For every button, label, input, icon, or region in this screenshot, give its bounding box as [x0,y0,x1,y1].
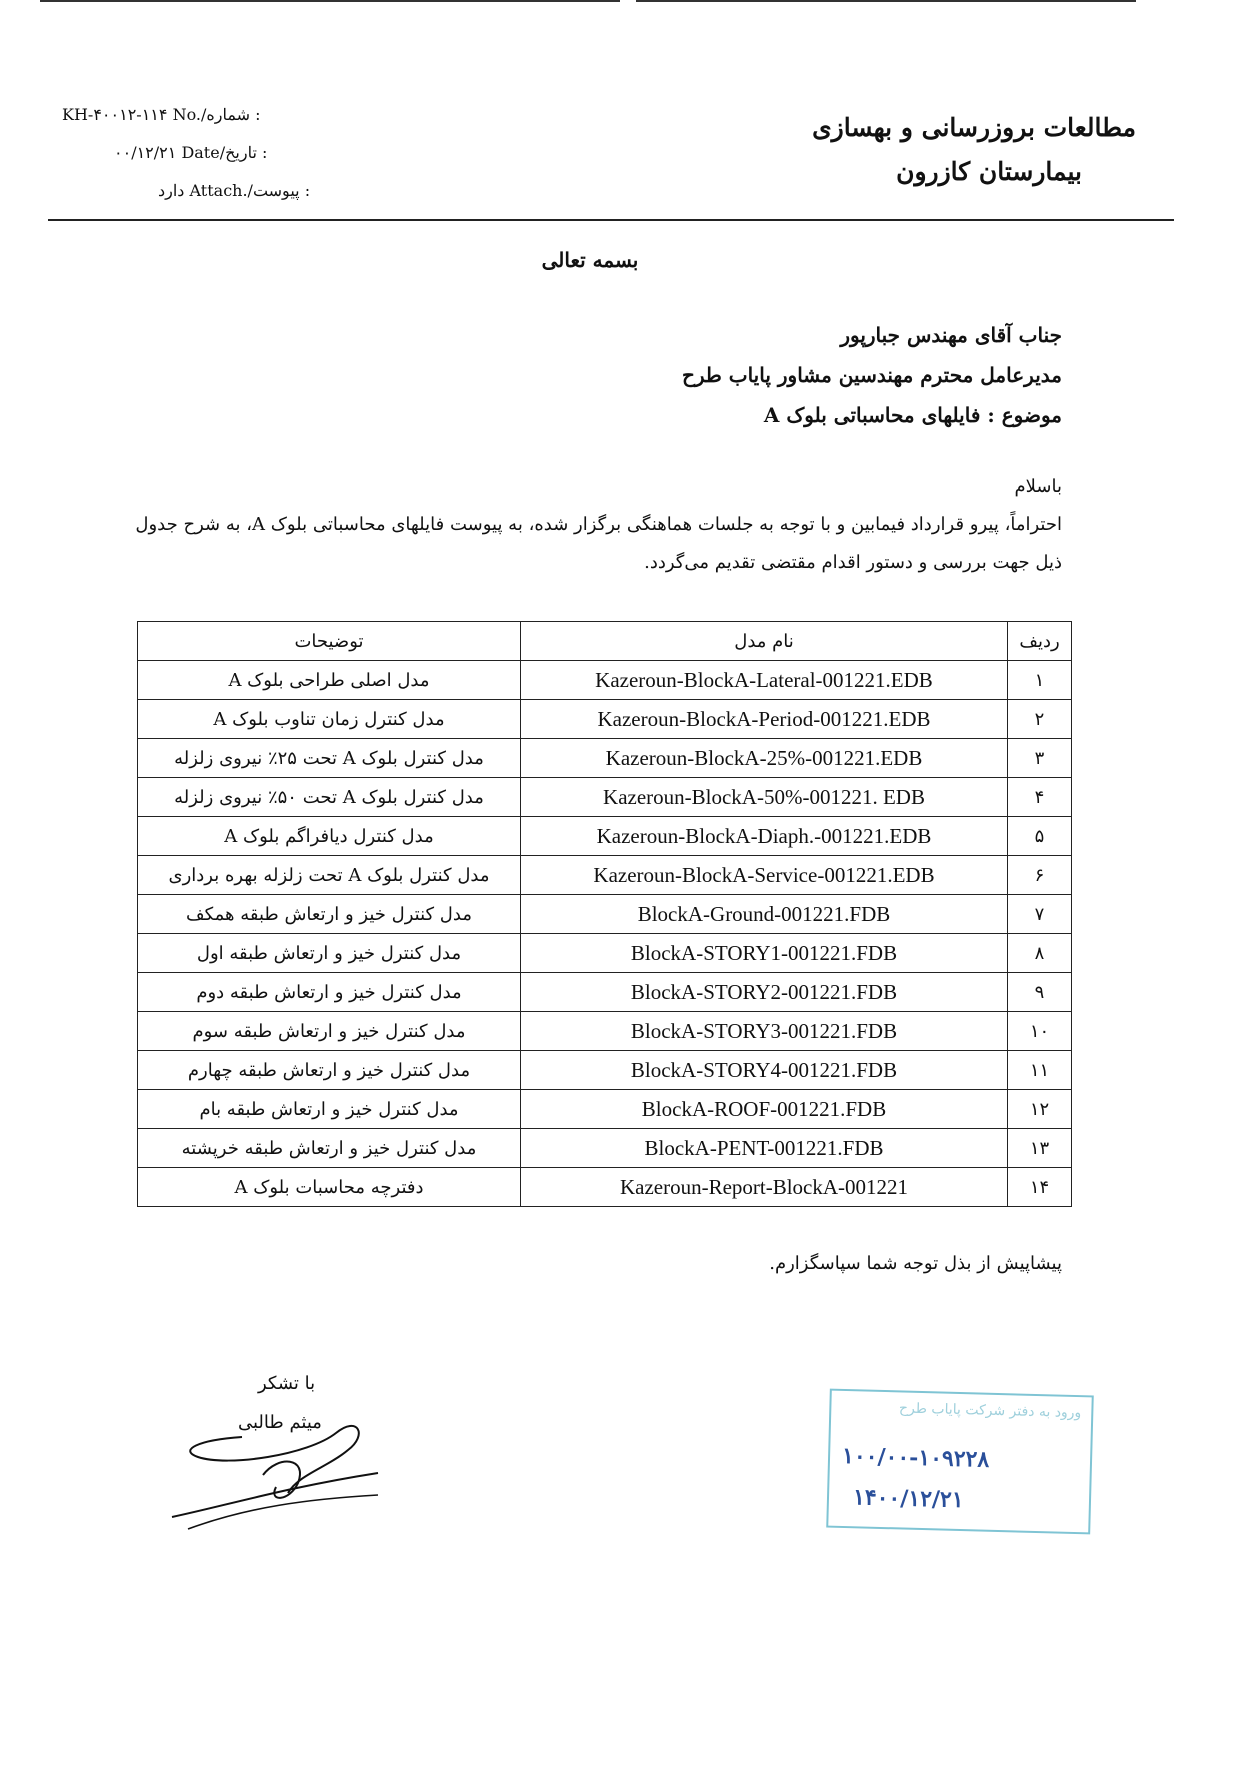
row-index: ۱۳ [1008,1129,1072,1168]
row-description: مدل کنترل خیز و ارتعاش طبقه چهارم [138,1051,521,1090]
row-description: مدل کنترل خیز و ارتعاش طبقه اول [138,934,521,973]
table-row [138,895,1072,934]
table-row [138,973,1072,1012]
org-line-1: مطالعات بروزرسانی و بهسازی [812,113,1136,142]
row-description: مدل کنترل زمان تناوب بلوک A [138,700,521,739]
row-model-name: BlockA-STORY3-001221.FDB [521,1012,1008,1051]
letter-subject: موضوع : فایلهای محاسباتی بلوک A [763,403,1062,427]
letter-number-label: No./شماره : [172,105,261,124]
top-scan-edge-left [40,0,620,2]
received-stamp [826,1389,1094,1535]
recipient-name: جناب آقای مهندس جبارپور [840,323,1062,347]
table-header-row [138,622,1072,661]
row-index: ۸ [1008,934,1072,973]
row-index: ۵ [1008,817,1072,856]
row-model-name: Kazeroun-BlockA-25%-001221.EDB [521,739,1008,778]
letter-attachment [62,172,322,210]
row-index: ۱۴ [1008,1168,1072,1207]
row-model-name: Kazeroun-BlockA-50%-001221. EDB [521,778,1008,817]
table-row [138,1051,1072,1090]
letter-number [62,96,322,134]
table-row [138,739,1072,778]
row-model-name: Kazeroun-Report-BlockA-001221 [521,1168,1008,1207]
row-index: ۶ [1008,856,1072,895]
row-description: مدل کنترل بلوک A تحت زلزله بهره برداری [138,856,521,895]
letter-date-value: ۰۰/۱۲/۲۱ [114,143,177,162]
greeting: باسلام [1014,476,1062,497]
table-row [138,1168,1072,1207]
table-row [138,661,1072,700]
table-row [138,700,1072,739]
row-index: ۹ [1008,973,1072,1012]
row-index: ۲ [1008,700,1072,739]
table-row [138,856,1072,895]
top-scan-edge-right [636,0,1136,2]
row-model-name: Kazeroun-BlockA-Service-001221.EDB [521,856,1008,895]
files-table [137,621,1072,1207]
stamp-header: ورود به دفتر شرکت پایاب طرح [898,1400,1082,1422]
row-model-name: Kazeroun-BlockA-Period-001221.EDB [521,700,1008,739]
row-description: مدل کنترل بلوک A تحت ۲۵٪ نیروی زلزله [138,739,521,778]
row-model-name: BlockA-Ground-001221.FDB [521,895,1008,934]
row-description: مدل کنترل خیز و ارتعاش طبقه بام [138,1090,521,1129]
body-paragraph: احتراماً، پیرو قرارداد فیمابین و با توجه به جلسات هماهنگی برگزار شده، به پیوست فایلهای محاسباتی بلوک A، به شرح جدول ذیل جهت بررسی و دستور اقدام مقتضی تقدیم می‌گردد. [135,514,1062,573]
letter-attachment-label: Attach./پیوست : [189,181,311,200]
closing-line: پیشاپیش از بذل توجه شما سپاسگزارم. [769,1253,1062,1274]
organization-header [812,106,1136,194]
letter-body [122,468,1062,582]
recipient-title: مدیرعامل محترم مهندسین مشاور پایاب طرح [681,363,1062,387]
table-row [138,934,1072,973]
table-row [138,1012,1072,1051]
row-description: مدل کنترل خیز و ارتعاش طبقه همکف [138,895,521,934]
row-model-name: BlockA-STORY2-001221.FDB [521,973,1008,1012]
row-description: مدل کنترل خیز و ارتعاش طبقه خرپشته [138,1129,521,1168]
table-row [138,1090,1072,1129]
recipient-block [682,315,1062,435]
row-description: مدل اصلی طراحی بلوک A [138,661,521,700]
row-description: مدل کنترل خیز و ارتعاش طبقه سوم [138,1012,521,1051]
letter-date [62,134,322,172]
row-model-name: BlockA-PENT-001221.FDB [521,1129,1008,1168]
row-index: ۱۲ [1008,1090,1072,1129]
letter-date-label: Date/تاریخ : [181,143,268,162]
row-index: ۳ [1008,739,1072,778]
row-model-name: Kazeroun-BlockA-Diaph.-001221.EDB [521,817,1008,856]
header-description: توضیحات [138,622,521,661]
row-description: مدل کنترل بلوک A تحت ۵۰٪ نیروی زلزله [138,778,521,817]
table-row [138,1129,1072,1168]
signer-name: میثم طالبی [238,1412,322,1433]
row-description: مدل کنترل خیز و ارتعاش طبقه دوم [138,973,521,1012]
row-index: ۷ [1008,895,1072,934]
header-row-index: ردیف [1008,622,1072,661]
row-index: ۱ [1008,661,1072,700]
row-index: ۱۰ [1008,1012,1072,1051]
table-row [138,778,1072,817]
row-model-name: BlockA-STORY4-001221.FDB [521,1051,1008,1090]
letter-number-value: KH-۴۰۰۱۲-۱۱۴ [62,105,168,124]
header-model-name: نام مدل [521,622,1008,661]
stamp-number: ۱۰۰/۰۰-۱۰۹۲۲۸ [841,1442,990,1473]
letter-meta [62,96,322,210]
org-line-2: بیمارستان کازرون [896,157,1082,186]
sign-off-thanks: با تشکر [258,1373,316,1394]
row-index: ۱۱ [1008,1051,1072,1090]
table-row [138,817,1072,856]
handwritten-signature [168,1395,388,1535]
stamp-date: ۱۴۰۰/۱۲/۲۱ [852,1484,964,1514]
header-divider [48,219,1174,221]
row-description: مدل کنترل دیافراگم بلوک A [138,817,521,856]
row-model-name: BlockA-ROOF-001221.FDB [521,1090,1008,1129]
basmala: بسمه تعالی [541,248,639,272]
row-model-name: Kazeroun-BlockA-Lateral-001221.EDB [521,661,1008,700]
letter-attachment-value: دارد [158,181,185,200]
row-description: دفترچه محاسبات بلوک A [138,1168,521,1207]
row-model-name: BlockA-STORY1-001221.FDB [521,934,1008,973]
row-index: ۴ [1008,778,1072,817]
